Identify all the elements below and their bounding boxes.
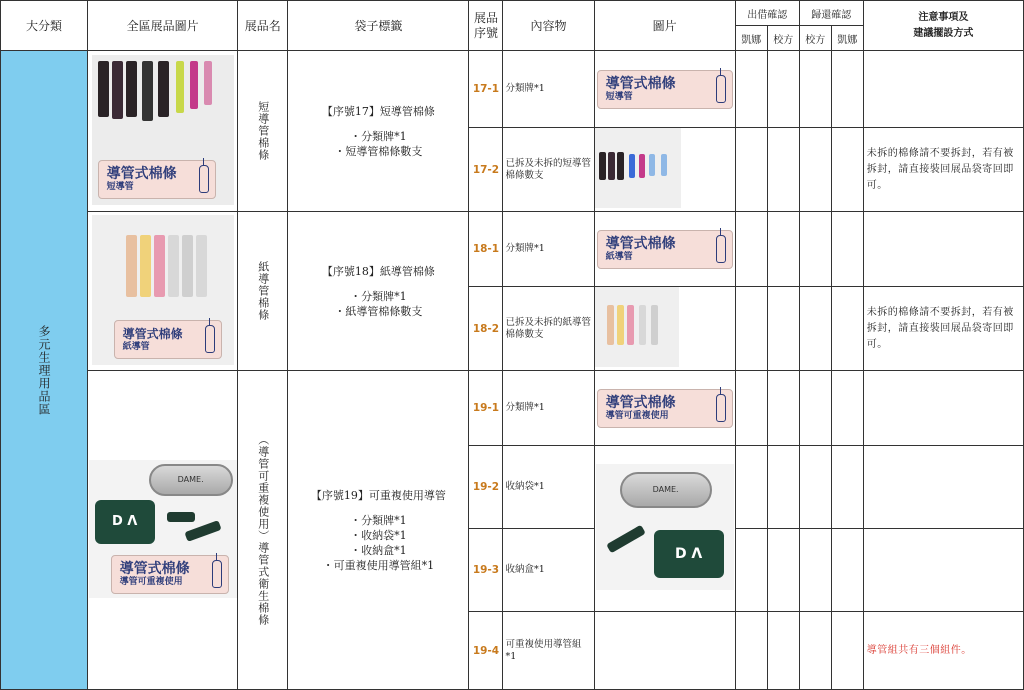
return-school-18-2[interactable] xyxy=(799,287,831,371)
return-kaina-19-1[interactable] xyxy=(831,371,863,446)
note-18-1 xyxy=(863,212,1023,287)
lend-school-19-3[interactable] xyxy=(767,529,799,612)
reusable-applicator-photo: DAME. D Λ 導管式棉條 導管可重複使用 xyxy=(89,460,237,598)
content-18-1: 分類牌*1 xyxy=(503,212,594,287)
lend-school-18-1[interactable] xyxy=(767,212,799,287)
lend-kaina-17-2[interactable] xyxy=(735,128,767,212)
seq-17-1: 17-1 xyxy=(469,51,503,128)
return-school-17-1[interactable] xyxy=(799,51,831,128)
return-school-19-3[interactable] xyxy=(799,529,831,612)
short-applicator-photo xyxy=(92,55,234,205)
sign-placard-18-1: 導管式棉條 紙導管 xyxy=(597,230,733,269)
content-18-2: 已拆及未拆的紙導管棉條數支 xyxy=(503,287,594,371)
header-lend-confirm: 出借確認 xyxy=(735,1,799,26)
header-lend-school: 校方 xyxy=(767,26,799,51)
note-17-2: 未拆的棉條請不要拆封，若有被拆封，請直接裝回展品袋寄回即可。 xyxy=(863,128,1023,212)
header-contents: 內容物 xyxy=(503,1,594,51)
lend-school-19-4[interactable] xyxy=(767,612,799,690)
picture-19-2-3 xyxy=(594,446,735,612)
case-and-pouch-photo: DAME. D Λ xyxy=(596,464,734,590)
return-school-19-4[interactable] xyxy=(799,612,831,690)
item-name-17: 短導管棉條 xyxy=(238,51,288,212)
header-seq: 展品 序號 xyxy=(469,1,503,51)
header-return-school: 校方 xyxy=(799,26,831,51)
lend-school-17-1[interactable] xyxy=(767,51,799,128)
header-bag-label: 袋子標籤 xyxy=(288,1,469,51)
sign-placard-18: 導管式棉條 紙導管 xyxy=(114,320,222,359)
lend-school-19-1[interactable] xyxy=(767,371,799,446)
bag-label-17: 【序號17】短導管棉條 ・分類牌*1 ・短導管棉條數支 xyxy=(288,51,469,212)
full-image-18 xyxy=(88,212,238,371)
item-name-19: （導管可重複使用）導管式衛生棉條 xyxy=(238,371,288,690)
lend-school-18-2[interactable] xyxy=(767,287,799,371)
return-kaina-17-2[interactable] xyxy=(831,128,863,212)
note-19-3 xyxy=(863,529,1023,612)
picture-18-2 xyxy=(594,287,735,371)
return-kaina-18-1[interactable] xyxy=(831,212,863,287)
header-full-image: 全區展品圖片 xyxy=(88,1,238,51)
lend-kaina-17-1[interactable] xyxy=(735,51,767,128)
seq-17-2: 17-2 xyxy=(469,128,503,212)
lend-kaina-18-2[interactable] xyxy=(735,287,767,371)
item-name-18: 紙導管棉條 xyxy=(238,212,288,371)
header-notes: 注意事項及 建議擺設方式 xyxy=(863,1,1023,51)
return-kaina-17-1[interactable] xyxy=(831,51,863,128)
paper-applicator-detail-photo xyxy=(595,287,679,367)
lend-kaina-18-1[interactable] xyxy=(735,212,767,287)
sign-placard-19: 導管式棉條 導管可重複使用 xyxy=(111,555,229,594)
content-19-3: 收納盒*1 xyxy=(503,529,594,612)
return-kaina-19-3[interactable] xyxy=(831,529,863,612)
note-19-4: 導管組共有三個組件。 xyxy=(863,612,1023,690)
note-17-1 xyxy=(863,51,1023,128)
header-picture: 圖片 xyxy=(594,1,735,51)
lend-kaina-19-2[interactable] xyxy=(735,446,767,529)
return-kaina-19-4[interactable] xyxy=(831,612,863,690)
full-image-17 xyxy=(88,51,238,212)
category-cell: 多元生理用品區 xyxy=(1,51,88,690)
picture-19-4 xyxy=(594,612,735,690)
lend-school-17-2[interactable] xyxy=(767,128,799,212)
lend-kaina-19-3[interactable] xyxy=(735,529,767,612)
bag-label-19: 【序號19】可重複使用導管 ・分類牌*1 ・收納袋*1 ・收納盒*1 ・可重複使用導管組*1 xyxy=(288,371,469,690)
content-19-1: 分類牌*1 xyxy=(503,371,594,446)
note-19-2 xyxy=(863,446,1023,529)
header-lend-kaina: 凱娜 xyxy=(735,26,767,51)
return-school-19-2[interactable] xyxy=(799,446,831,529)
lend-kaina-19-1[interactable] xyxy=(735,371,767,446)
seq-18-2: 18-2 xyxy=(469,287,503,371)
return-kaina-19-2[interactable] xyxy=(831,446,863,529)
seq-19-2: 19-2 xyxy=(469,446,503,529)
return-school-17-2[interactable] xyxy=(799,128,831,212)
content-19-4: 可重複使用導管組*1 xyxy=(503,612,594,690)
header-return-confirm: 歸還確認 xyxy=(799,1,863,26)
bag-label-18: 【序號18】紙導管棉條 ・分類牌*1 ・紙導管棉條數支 xyxy=(288,212,469,371)
sign-placard-17-1: 導管式棉條 短導管 xyxy=(597,70,733,109)
picture-18-1 xyxy=(594,212,735,287)
seq-19-4: 19-4 xyxy=(469,612,503,690)
sign-placard-19-1: 導管式棉條 導管可重複使用 xyxy=(597,389,733,428)
content-17-2: 已拆及未拆的短導管棉條數支 xyxy=(503,128,594,212)
picture-17-1 xyxy=(594,51,735,128)
lend-kaina-19-4[interactable] xyxy=(735,612,767,690)
header-item-name: 展品名 xyxy=(238,1,288,51)
note-18-2: 未拆的棉條請不要拆封，若有被拆封，請直接裝回展品袋寄回即可。 xyxy=(863,287,1023,371)
picture-17-2 xyxy=(594,128,735,212)
seq-18-1: 18-1 xyxy=(469,212,503,287)
seq-19-1: 19-1 xyxy=(469,371,503,446)
note-19-1 xyxy=(863,371,1023,446)
return-kaina-18-2[interactable] xyxy=(831,287,863,371)
paper-applicator-photo xyxy=(92,215,234,365)
return-school-18-1[interactable] xyxy=(799,212,831,287)
full-image-19 xyxy=(88,371,238,690)
content-17-1: 分類牌*1 xyxy=(503,51,594,128)
short-applicator-detail-photo xyxy=(595,128,681,208)
header-return-kaina: 凱娜 xyxy=(831,26,863,51)
return-school-19-1[interactable] xyxy=(799,371,831,446)
lend-school-19-2[interactable] xyxy=(767,446,799,529)
sign-placard-17: 導管式棉條 短導管 xyxy=(98,160,216,199)
header-category: 大分類 xyxy=(1,1,88,51)
seq-19-3: 19-3 xyxy=(469,529,503,612)
picture-19-1 xyxy=(594,371,735,446)
content-19-2: 收納袋*1 xyxy=(503,446,594,529)
